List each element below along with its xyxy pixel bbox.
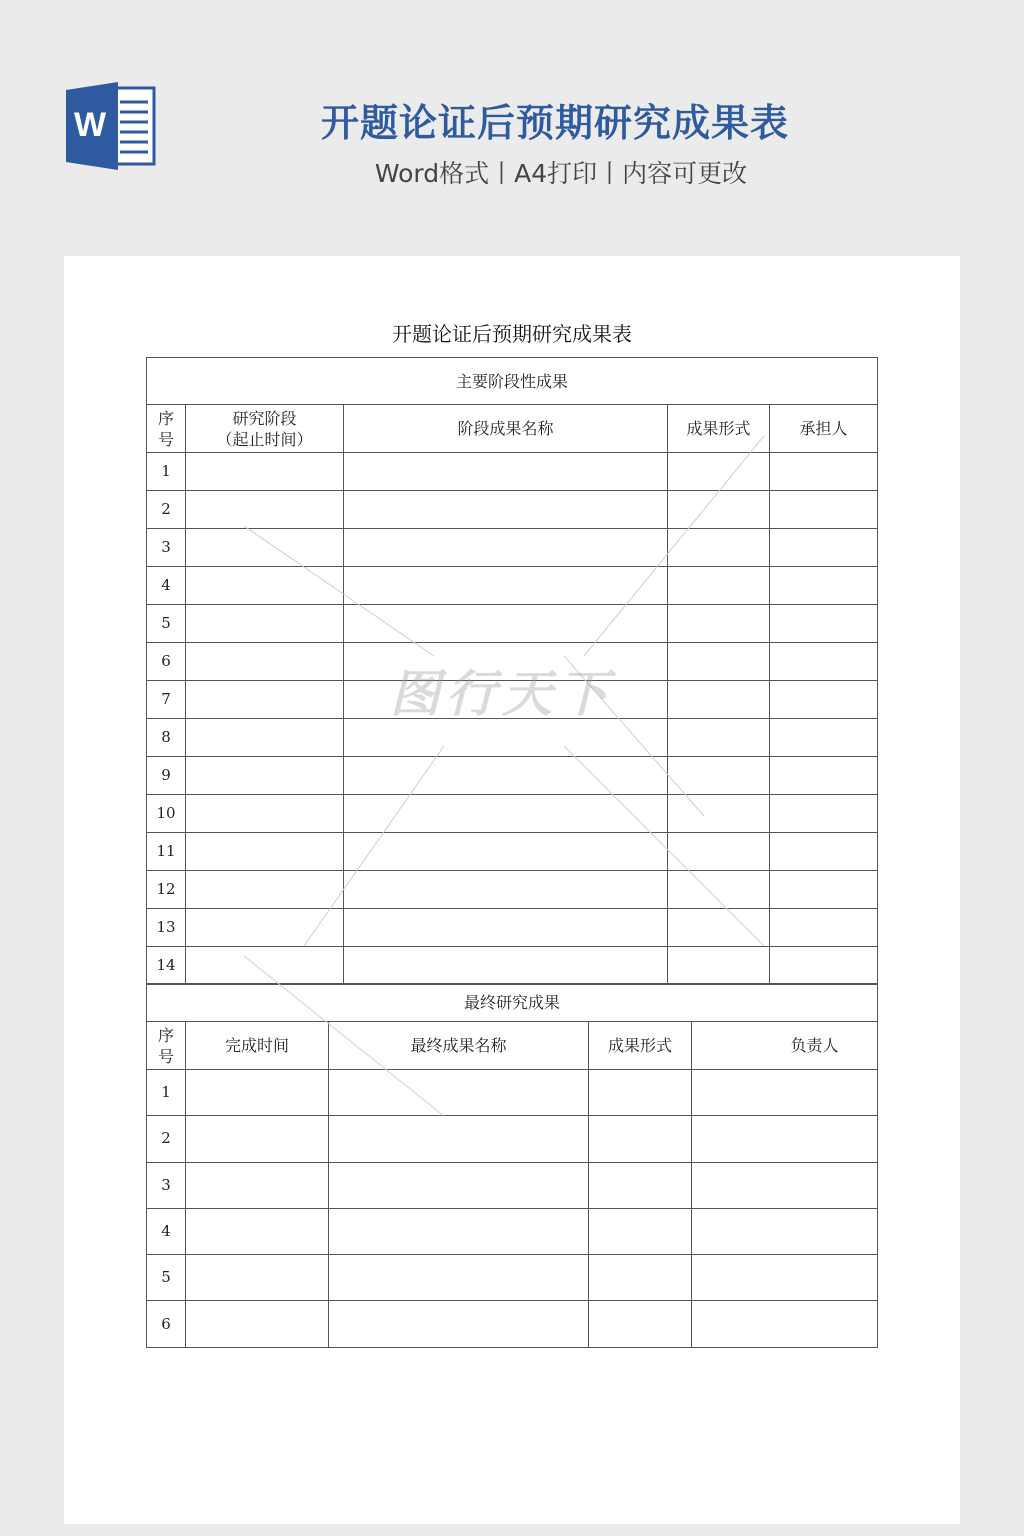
header-seq: 序号 xyxy=(147,1022,186,1070)
input-cell[interactable] xyxy=(344,909,668,947)
input-cell[interactable] xyxy=(589,1301,692,1347)
input-cell[interactable] xyxy=(770,909,878,947)
input-cell[interactable] xyxy=(329,1116,589,1162)
document-title: 开题论证后预期研究成果表 xyxy=(392,322,632,346)
row-number: 3 xyxy=(147,1162,186,1208)
table-row xyxy=(147,1070,878,1116)
input-cell[interactable] xyxy=(186,529,344,567)
input-cell[interactable] xyxy=(770,833,878,871)
input-cell[interactable] xyxy=(344,605,668,643)
input-cell[interactable] xyxy=(589,1070,692,1116)
input-cell[interactable] xyxy=(186,567,344,605)
header-name: 最终成果名称 xyxy=(329,1022,589,1070)
header-owner: 承担人 xyxy=(770,405,878,453)
input-cell[interactable] xyxy=(186,1208,329,1254)
table-row xyxy=(147,491,878,529)
input-cell[interactable] xyxy=(692,1162,878,1208)
input-cell[interactable] xyxy=(344,833,668,871)
row-number: 10 xyxy=(147,795,186,833)
row-number: 12 xyxy=(147,871,186,909)
input-cell[interactable] xyxy=(344,453,668,491)
table-row xyxy=(147,567,878,605)
input-cell[interactable] xyxy=(186,453,344,491)
table-row xyxy=(147,643,878,681)
header-name: 阶段成果名称 xyxy=(344,405,668,453)
row-number: 4 xyxy=(147,567,186,605)
input-cell[interactable] xyxy=(344,491,668,529)
row-number: 8 xyxy=(147,719,186,757)
input-cell[interactable] xyxy=(186,643,344,681)
table-row xyxy=(147,833,878,871)
input-cell[interactable] xyxy=(668,833,770,871)
table-row xyxy=(147,719,878,757)
table-row xyxy=(147,529,878,567)
input-cell[interactable] xyxy=(186,833,344,871)
table-row xyxy=(147,909,878,947)
input-cell[interactable] xyxy=(668,605,770,643)
input-cell[interactable] xyxy=(329,1255,589,1301)
input-cell[interactable] xyxy=(770,491,878,529)
input-cell[interactable] xyxy=(344,757,668,795)
input-cell[interactable] xyxy=(186,491,344,529)
input-cell[interactable] xyxy=(186,681,344,719)
input-cell[interactable] xyxy=(344,719,668,757)
input-cell[interactable] xyxy=(344,795,668,833)
input-cell[interactable] xyxy=(770,453,878,491)
document-page xyxy=(64,256,960,1524)
input-cell[interactable] xyxy=(668,491,770,529)
section-heading: 最终研究成果 xyxy=(147,984,878,1022)
input-cell[interactable] xyxy=(770,643,878,681)
watermark-text: 图行天下 xyxy=(390,664,614,723)
table-row xyxy=(147,795,878,833)
input-cell[interactable] xyxy=(344,947,668,985)
row-number: 2 xyxy=(147,1116,186,1162)
table-row xyxy=(147,947,878,985)
input-cell[interactable] xyxy=(770,757,878,795)
input-cell[interactable] xyxy=(344,681,668,719)
header-row xyxy=(147,1022,878,1070)
input-cell[interactable] xyxy=(186,757,344,795)
input-cell[interactable] xyxy=(186,719,344,757)
stage-results-table xyxy=(146,357,878,985)
input-cell[interactable] xyxy=(770,947,878,985)
row-number: 5 xyxy=(147,605,186,643)
input-cell[interactable] xyxy=(668,947,770,985)
table-row xyxy=(147,681,878,719)
row-number: 13 xyxy=(147,909,186,947)
input-cell[interactable] xyxy=(344,529,668,567)
input-cell[interactable] xyxy=(668,795,770,833)
input-cell[interactable] xyxy=(186,605,344,643)
input-cell[interactable] xyxy=(668,453,770,491)
input-cell[interactable] xyxy=(186,1116,329,1162)
row-number: 14 xyxy=(147,947,186,985)
banner-title: 开题论证后预期研究成果表 xyxy=(320,101,789,145)
header-time: 完成时间 xyxy=(186,1022,329,1070)
header-owner: 负责人 xyxy=(692,1022,878,1070)
row-number: 1 xyxy=(147,1070,186,1116)
table-row xyxy=(147,605,878,643)
input-cell[interactable] xyxy=(186,909,344,947)
header-seq: 序号 xyxy=(147,405,186,453)
row-number: 1 xyxy=(147,453,186,491)
table-row xyxy=(147,453,878,491)
input-cell[interactable] xyxy=(668,719,770,757)
input-cell[interactable] xyxy=(186,1255,329,1301)
input-cell[interactable] xyxy=(589,1208,692,1254)
input-cell[interactable] xyxy=(668,871,770,909)
row-number: 11 xyxy=(147,833,186,871)
row-number: 6 xyxy=(147,1301,186,1347)
input-cell[interactable] xyxy=(692,1070,878,1116)
row-number: 6 xyxy=(147,643,186,681)
input-cell[interactable] xyxy=(344,643,668,681)
row-number: 4 xyxy=(147,1208,186,1254)
table-row xyxy=(147,1162,878,1208)
input-cell[interactable] xyxy=(770,871,878,909)
input-cell[interactable] xyxy=(186,1070,329,1116)
table-row xyxy=(147,1301,878,1347)
input-cell[interactable] xyxy=(186,1301,329,1347)
table-row xyxy=(147,1116,878,1162)
input-cell[interactable] xyxy=(692,1255,878,1301)
input-cell[interactable] xyxy=(589,1116,692,1162)
svg-text:W: W xyxy=(73,106,107,144)
input-cell[interactable] xyxy=(668,643,770,681)
input-cell[interactable] xyxy=(186,871,344,909)
input-cell[interactable] xyxy=(668,529,770,567)
input-cell[interactable] xyxy=(770,795,878,833)
input-cell[interactable] xyxy=(770,529,878,567)
input-cell[interactable] xyxy=(329,1162,589,1208)
row-number: 5 xyxy=(147,1255,186,1301)
input-cell[interactable] xyxy=(770,719,878,757)
input-cell[interactable] xyxy=(668,681,770,719)
input-cell[interactable] xyxy=(770,567,878,605)
input-cell[interactable] xyxy=(668,567,770,605)
header-form: 成果形式 xyxy=(589,1022,692,1070)
section-heading: 主要阶段性成果 xyxy=(147,358,878,405)
row-number: 7 xyxy=(147,681,186,719)
table-row xyxy=(147,1255,878,1301)
input-cell[interactable] xyxy=(186,947,344,985)
row-number: 3 xyxy=(147,529,186,567)
banner-subtitle: Word格式丨A4打印丨内容可更改 xyxy=(374,159,748,188)
input-cell[interactable] xyxy=(186,795,344,833)
input-cell[interactable] xyxy=(770,681,878,719)
table-row xyxy=(147,1208,878,1254)
input-cell[interactable] xyxy=(589,1162,692,1208)
input-cell[interactable] xyxy=(668,757,770,795)
input-cell[interactable] xyxy=(329,1070,589,1116)
input-cell[interactable] xyxy=(668,909,770,947)
row-number: 2 xyxy=(147,491,186,529)
input-cell[interactable] xyxy=(692,1116,878,1162)
table-row xyxy=(147,757,878,795)
input-cell[interactable] xyxy=(186,1162,329,1208)
final-results-table xyxy=(146,983,878,1348)
input-cell[interactable] xyxy=(770,605,878,643)
input-cell[interactable] xyxy=(589,1255,692,1301)
input-cell[interactable] xyxy=(344,567,668,605)
row-number: 9 xyxy=(147,757,186,795)
input-cell[interactable] xyxy=(329,1301,589,1347)
input-cell[interactable] xyxy=(692,1208,878,1254)
table-row xyxy=(147,871,878,909)
header-stage: 研究阶段 （起止时间） xyxy=(186,405,344,453)
input-cell[interactable] xyxy=(344,871,668,909)
input-cell[interactable] xyxy=(692,1301,878,1347)
input-cell[interactable] xyxy=(329,1208,589,1254)
header-form: 成果形式 xyxy=(668,405,770,453)
header-row xyxy=(147,405,878,453)
